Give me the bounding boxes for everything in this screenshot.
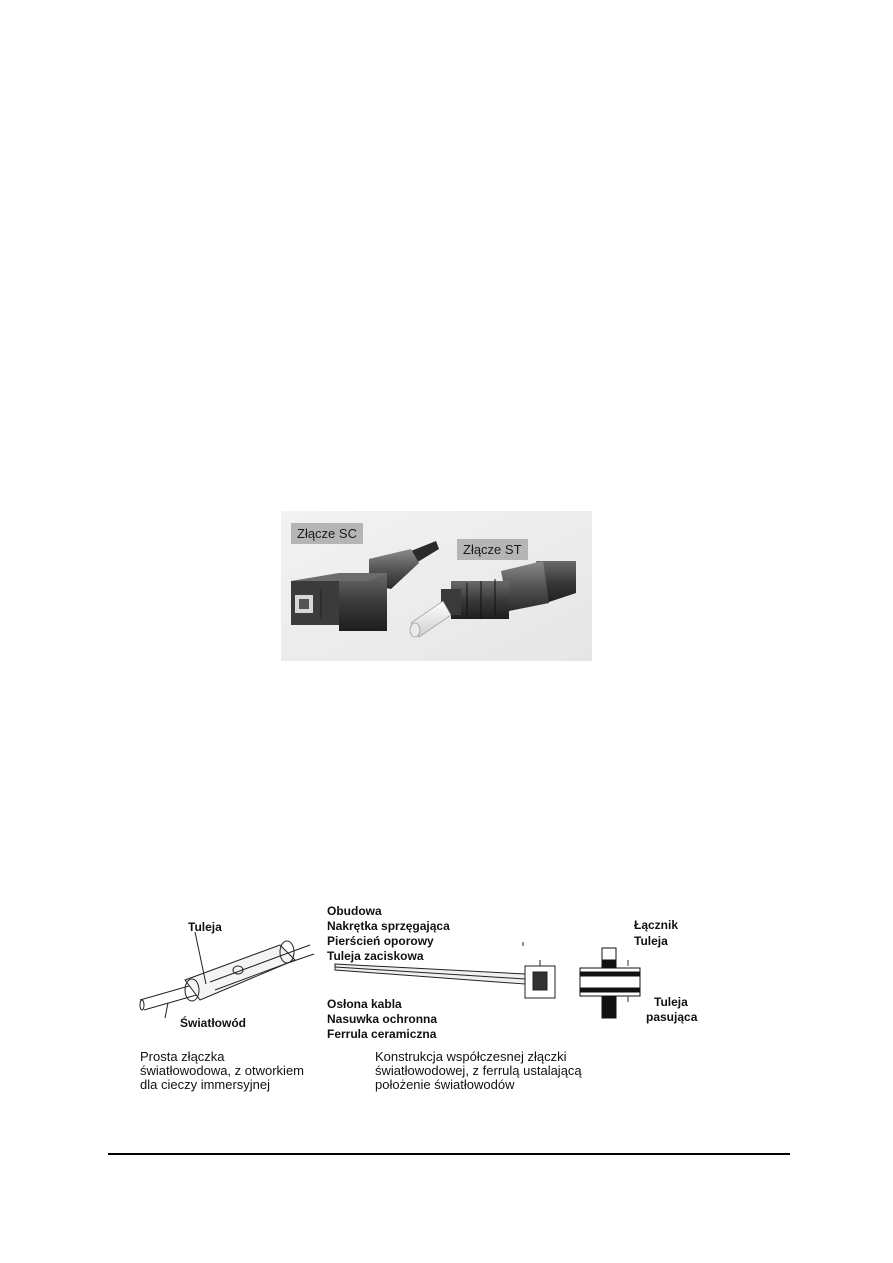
label-ferrula-ceramiczna: Ferrula ceramiczna	[327, 1027, 437, 1041]
caption-modern-connector	[375, 1050, 582, 1092]
label-tuleja-left: Tuleja	[188, 920, 222, 934]
caption-right-line-1: Konstrukcja współczesnej złączki	[375, 1049, 567, 1064]
label-lacznik: Łącznik	[634, 918, 679, 932]
label-sc-connector: Złącze SC	[291, 523, 363, 544]
label-obudowa: Obudowa	[327, 904, 382, 918]
connector-diagram	[130, 900, 740, 1110]
label-st-connector: Złącze ST	[457, 539, 528, 560]
connector-photo	[281, 511, 592, 661]
caption-simple-splice	[140, 1050, 304, 1092]
caption-left-line-1: Prosta złączka	[140, 1049, 225, 1064]
label-oslona-kabla: Osłona kabla	[327, 997, 402, 1011]
caption-left-line-2: światłowodowa, z otworkiem	[140, 1063, 305, 1078]
label-nakretka-sprzegajaca: Nakrętka sprzęgająca	[327, 919, 450, 933]
label-pierscien-oporowy: Pierścień oporowy	[327, 934, 434, 948]
footer-rule	[108, 1153, 790, 1155]
label-tuleja-pasujaca-1: Tuleja	[654, 995, 688, 1009]
label-swiatlowod: Światłowód	[180, 1016, 246, 1030]
label-tuleja-zaciskowa: Tuleja zaciskowa	[327, 949, 424, 963]
label-nasuwka-ochronna: Nasuwka ochronna	[327, 1012, 438, 1026]
caption-right-line-2: światłowodowej, z ferrulą ustalającą	[375, 1063, 582, 1078]
caption-left-line-3: dla cieczy immersyjnej	[140, 1077, 271, 1092]
mating-sleeve-drawing	[580, 948, 640, 1018]
simple-splice-drawing	[140, 932, 314, 1018]
caption-right-line-3: położenie światłowodów	[375, 1077, 515, 1092]
label-tuleja-right: Tuleja	[634, 934, 668, 948]
label-tuleja-pasujaca-2: pasująca	[646, 1010, 698, 1024]
